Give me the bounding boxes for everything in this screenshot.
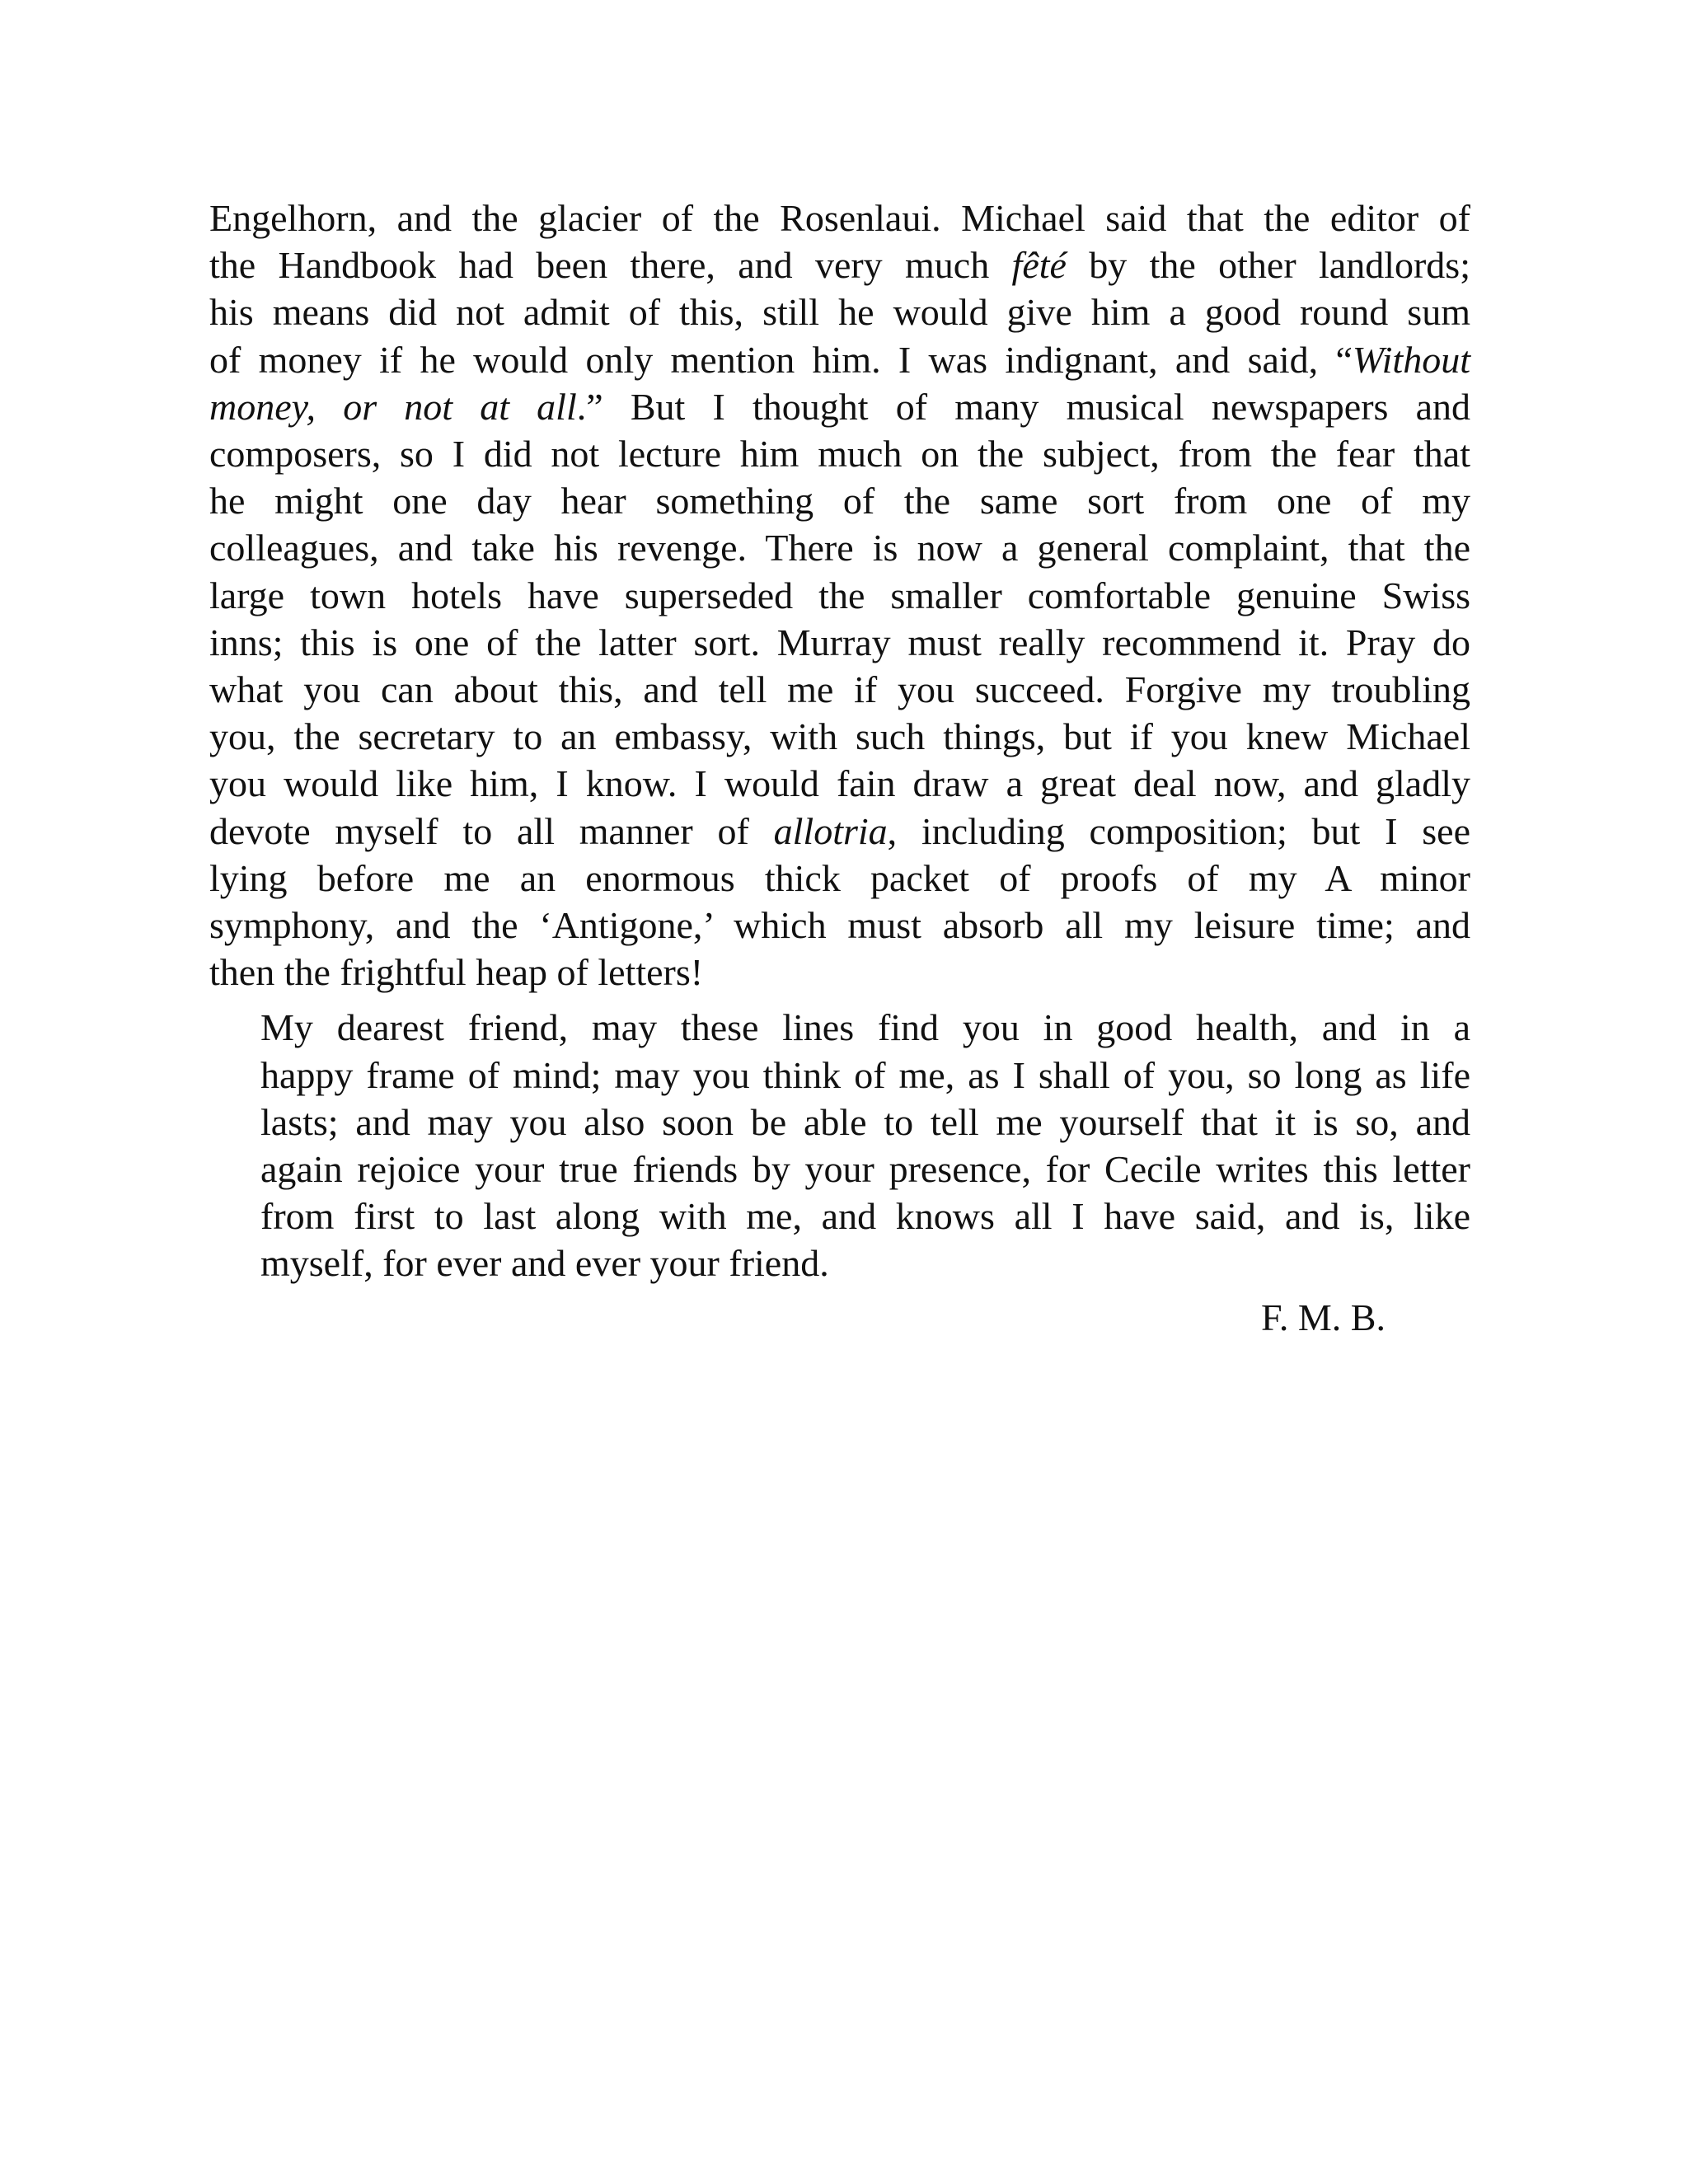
italic-phrase: Without [1352, 338, 1470, 381]
text-span: colleagues, and take his revenge. There is now a general complaint, that the [209, 527, 1470, 569]
text-line [209, 949, 1470, 996]
text-line [209, 194, 1470, 241]
text-span: the Handbook had been there, and very much [209, 244, 1012, 287]
text-line [209, 1004, 1470, 1051]
text-span: then the frightful heap of letters! [209, 951, 704, 994]
text-line [209, 383, 1470, 430]
paragraph-2 [209, 1004, 1470, 1286]
text-span: composers, so I did not lecture him much on the subject, from the fear that [209, 433, 1470, 476]
italic-word: fêté [1011, 244, 1067, 287]
text-line [209, 524, 1470, 571]
text-span: his means did not admit of this, still he would give him a good round sum [209, 291, 1470, 334]
text-span: large town hotels have superseded the smaller comfortable genuine Swiss [209, 574, 1470, 616]
text-line [209, 760, 1470, 807]
paragraph-1 [209, 194, 1470, 996]
text-span: .” But I thought of many musical newspapers and [576, 385, 1471, 428]
text-span: happy frame of mind; may you think of me, as I shall of you, so long as life [260, 1053, 1470, 1096]
text-span: Engelhorn, and the glacier of the Rosenlaui. Michael said that the editor of [209, 197, 1470, 239]
text-span: symphony, and the ‘Antigone,’ which must absorb all my leisure time; and [209, 904, 1470, 947]
text-line [209, 1193, 1470, 1240]
text-line [209, 477, 1470, 524]
text-line [209, 713, 1470, 760]
text-span: My dearest friend, may these lines find you in good health, and in a [260, 1006, 1470, 1049]
text-span: what you can about this, and tell me if you succeed. Forgive my troubling [209, 668, 1470, 711]
text-line [209, 855, 1470, 902]
text-span: devote myself to all manner of [209, 809, 774, 852]
text-line [209, 288, 1470, 335]
text-span: lying before me an enormous thick packet of proofs of my A minor [209, 856, 1470, 899]
text-span: from first to last along with me, and knows all I have said, and is, like [260, 1195, 1470, 1238]
text-line [209, 241, 1470, 288]
text-span: you would like him, I know. I would fain draw a great deal now, and gladly [209, 762, 1470, 805]
text-line [209, 808, 1470, 855]
italic-word: allotria [773, 809, 888, 852]
text-line [209, 666, 1470, 713]
text-span: myself, for ever and ever your friend. [260, 1242, 829, 1285]
text-line [209, 902, 1470, 949]
text-span: you, the secretary to an embassy, with such things, but if you knew Michael [209, 715, 1470, 758]
text-span: he might one day hear something of the same sort from one of my [209, 480, 1470, 523]
text-line [209, 1146, 1470, 1193]
text-line [209, 336, 1470, 383]
text-span: again rejoice your true friends by your presence, for Cecile writes this letter [260, 1148, 1470, 1191]
text-span: inns; this is one of the latter sort. Murray must really recommend it. Pray do [209, 621, 1470, 663]
text-line [209, 1052, 1470, 1099]
text-line [209, 1240, 1470, 1286]
text-span: , including composition; but I see [887, 809, 1470, 852]
text-line [209, 572, 1470, 619]
text-span: by the other landlords; [1066, 244, 1470, 287]
text-span: lasts; and may you also soon be able to tell me yourself that it is so, and [260, 1100, 1470, 1143]
text-line [209, 1099, 1470, 1146]
text-span: of money if he would only mention him. I was indignant, and said, “ [209, 338, 1353, 381]
italic-phrase: money, or not at all [209, 385, 577, 428]
text-line [209, 619, 1470, 666]
signature: F. M. B. [1261, 1296, 1386, 1338]
text-line [209, 430, 1470, 477]
letter-body [209, 194, 1470, 1287]
